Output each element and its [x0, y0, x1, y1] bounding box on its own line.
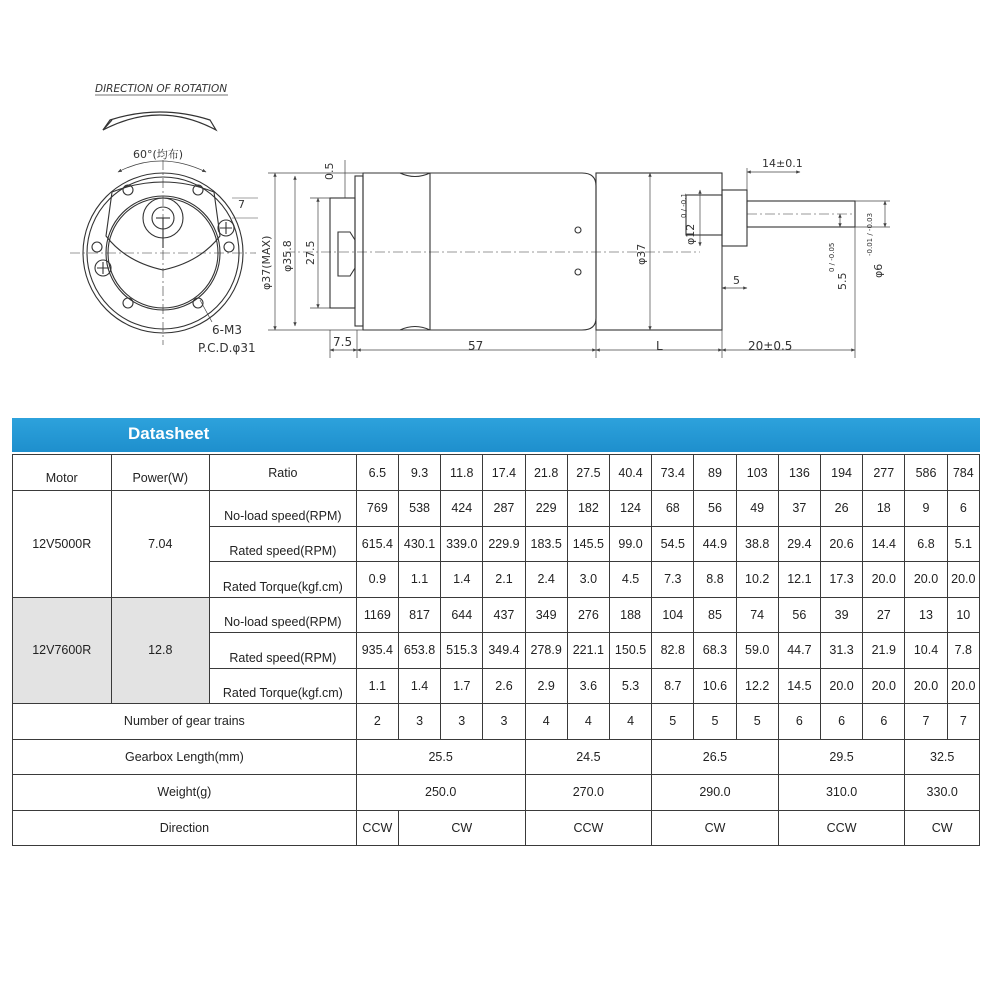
value-cell: 424 — [441, 491, 483, 527]
value-cell: 276 — [567, 597, 609, 633]
row-label-rated: Rated speed(RPM) — [210, 633, 357, 669]
gearbox-length-cell: 26.5 — [652, 739, 779, 775]
gearbox-length-cell: 29.5 — [778, 739, 905, 775]
value-cell: 20.0 — [863, 668, 905, 704]
dim-37: φ37 — [635, 243, 648, 265]
value-cell: 68 — [652, 491, 694, 527]
value-cell: 935.4 — [356, 633, 398, 669]
weight-cell: 250.0 — [356, 775, 525, 811]
datasheet-table — [12, 454, 980, 846]
gear-trains-cell: 6 — [778, 704, 820, 740]
value-cell: 21.9 — [863, 633, 905, 669]
value-cell: 430.1 — [398, 526, 440, 562]
value-cell: 0.9 — [356, 562, 398, 598]
pcd-label: P.C.D.φ31 — [198, 341, 256, 355]
dim-35-8: φ35.8 — [281, 240, 294, 272]
value-cell: 20.0 — [947, 668, 979, 704]
gear-trains-cell: 5 — [694, 704, 736, 740]
value-cell: 2.4 — [525, 562, 567, 598]
value-cell: 229 — [525, 491, 567, 527]
value-cell: 769 — [356, 491, 398, 527]
table-header-row — [13, 455, 980, 491]
value-cell: 39 — [820, 597, 862, 633]
value-cell: 10.4 — [905, 633, 947, 669]
gearbox-length-cell: 32.5 — [905, 739, 980, 775]
gear-trains-cell: 4 — [609, 704, 651, 740]
value-cell: 68.3 — [694, 633, 736, 669]
value-cell: 5.1 — [947, 526, 979, 562]
value-cell: 3.0 — [567, 562, 609, 598]
value-cell: 1.1 — [398, 562, 440, 598]
gear-trains-cell: 6 — [863, 704, 905, 740]
value-cell: 18 — [863, 491, 905, 527]
value-cell: 20.0 — [947, 562, 979, 598]
value-cell: 2.6 — [483, 668, 525, 704]
ratio-cell: 21.8 — [525, 455, 567, 491]
direction-cell: CCW — [356, 810, 398, 846]
value-cell: 145.5 — [567, 526, 609, 562]
value-cell: 2.9 — [525, 668, 567, 704]
dim-L: L — [656, 339, 663, 353]
direction-cell: CCW — [778, 810, 905, 846]
gear-trains-row — [13, 704, 980, 740]
value-cell: 644 — [441, 597, 483, 633]
gear-trains-cell: 5 — [736, 704, 778, 740]
value-cell: 38.8 — [736, 526, 778, 562]
gear-trains-cell: 2 — [356, 704, 398, 740]
value-cell: 37 — [778, 491, 820, 527]
value-cell: 29.4 — [778, 526, 820, 562]
value-cell: 26 — [820, 491, 862, 527]
gear-trains-cell: 4 — [567, 704, 609, 740]
value-cell: 1.7 — [441, 668, 483, 704]
ratio-cell: 73.4 — [652, 455, 694, 491]
value-cell: 10.6 — [694, 668, 736, 704]
ratio-cell: 103 — [736, 455, 778, 491]
value-cell: 20.0 — [863, 562, 905, 598]
value-cell: 1.1 — [356, 668, 398, 704]
value-cell: 56 — [778, 597, 820, 633]
angle-label: 60°(均布) — [133, 148, 184, 161]
weight-label: Weight(g) — [13, 775, 357, 811]
motor-row — [13, 597, 980, 633]
front-view — [70, 160, 256, 345]
value-cell: 13 — [905, 597, 947, 633]
value-cell: 182 — [567, 491, 609, 527]
value-cell: 12.2 — [736, 668, 778, 704]
gear-trains-cell: 3 — [441, 704, 483, 740]
dim-6-tol: -0.01 / -0.03 — [866, 212, 874, 256]
value-cell: 56 — [694, 491, 736, 527]
ratio-cell: 11.8 — [441, 455, 483, 491]
value-cell: 6 — [947, 491, 979, 527]
ratio-cell: 784 — [947, 455, 979, 491]
direction-cell: CCW — [525, 810, 652, 846]
value-cell: 437 — [483, 597, 525, 633]
row-label-noload: No-load speed(RPM) — [210, 597, 357, 633]
value-cell: 44.9 — [694, 526, 736, 562]
value-cell: 1.4 — [398, 668, 440, 704]
dim-5-5: 5.5 — [836, 272, 849, 290]
value-cell: 6.8 — [905, 526, 947, 562]
ratio-cell: 6.5 — [356, 455, 398, 491]
value-cell: 4.5 — [609, 562, 651, 598]
direction-row — [13, 810, 980, 846]
ratio-cell: 194 — [820, 455, 862, 491]
dim-5-5-tol: 0 / -0.05 — [828, 242, 836, 272]
dim-0-5: 0.5 — [323, 162, 336, 180]
gear-trains-cell: 7 — [905, 704, 947, 740]
value-cell: 14.4 — [863, 526, 905, 562]
ratio-cell: 586 — [905, 455, 947, 491]
value-cell: 183.5 — [525, 526, 567, 562]
value-cell: 124 — [609, 491, 651, 527]
direction-cell: CW — [905, 810, 980, 846]
dim-5: 5 — [733, 274, 740, 287]
value-cell: 17.3 — [820, 562, 862, 598]
motor-name: 12V7600R — [13, 597, 112, 704]
value-cell: 349 — [525, 597, 567, 633]
value-cell: 10.2 — [736, 562, 778, 598]
gearbox-length-cell: 25.5 — [356, 739, 525, 775]
value-cell: 339.0 — [441, 526, 483, 562]
ratio-cell: 136 — [778, 455, 820, 491]
value-cell: 49 — [736, 491, 778, 527]
ratio-cell: 277 — [863, 455, 905, 491]
header-motor: Motor — [13, 455, 112, 491]
value-cell: 99.0 — [609, 526, 651, 562]
value-cell: 104 — [652, 597, 694, 633]
value-cell: 54.5 — [652, 526, 694, 562]
value-cell: 85 — [694, 597, 736, 633]
gear-trains-cell: 5 — [652, 704, 694, 740]
value-cell: 653.8 — [398, 633, 440, 669]
value-cell: 2.1 — [483, 562, 525, 598]
dim-14: 14±0.1 — [762, 157, 803, 170]
value-cell: 515.3 — [441, 633, 483, 669]
value-cell: 10 — [947, 597, 979, 633]
header-ratio: Ratio — [210, 455, 357, 491]
row-label-torque: Rated Torque(kgf.cm) — [210, 562, 357, 598]
gearbox-length-cell: 24.5 — [525, 739, 652, 775]
value-cell: 1169 — [356, 597, 398, 633]
gear-trains-cell: 7 — [947, 704, 979, 740]
value-cell: 221.1 — [567, 633, 609, 669]
value-cell: 3.6 — [567, 668, 609, 704]
value-cell: 1.4 — [441, 562, 483, 598]
value-cell: 12.1 — [778, 562, 820, 598]
value-cell: 7.8 — [947, 633, 979, 669]
value-cell: 20.0 — [905, 668, 947, 704]
gear-trains-cell: 3 — [483, 704, 525, 740]
value-cell: 20.6 — [820, 526, 862, 562]
value-cell: 8.7 — [652, 668, 694, 704]
ratio-cell: 40.4 — [609, 455, 651, 491]
value-cell: 14.5 — [778, 668, 820, 704]
value-cell: 5.3 — [609, 668, 651, 704]
value-cell: 31.3 — [820, 633, 862, 669]
header-power: Power(W) — [111, 455, 210, 491]
weight-cell: 310.0 — [778, 775, 905, 811]
value-cell: 8.8 — [694, 562, 736, 598]
weight-cell: 290.0 — [652, 775, 779, 811]
ratio-cell: 17.4 — [483, 455, 525, 491]
gear-trains-cell: 3 — [398, 704, 440, 740]
motor-row — [13, 491, 980, 527]
value-cell: 287 — [483, 491, 525, 527]
value-cell: 278.9 — [525, 633, 567, 669]
side-view — [285, 173, 855, 330]
ratio-cell: 27.5 — [567, 455, 609, 491]
value-cell: 74 — [736, 597, 778, 633]
gearbox-length-label: Gearbox Length(mm) — [13, 739, 357, 775]
dim-12-tol: 0 / -0.1 — [680, 193, 688, 218]
value-cell: 20.0 — [905, 562, 947, 598]
dim-27-5: 27.5 — [304, 240, 317, 265]
weight-cell: 330.0 — [905, 775, 980, 811]
dim-37-max: φ37(MAX) — [260, 235, 273, 290]
row-label-torque: Rated Torque(kgf.cm) — [210, 668, 357, 704]
value-cell: 82.8 — [652, 633, 694, 669]
value-cell: 615.4 — [356, 526, 398, 562]
technical-drawing — [0, 0, 1000, 400]
value-cell: 150.5 — [609, 633, 651, 669]
direction-label: Direction — [13, 810, 357, 846]
value-cell: 59.0 — [736, 633, 778, 669]
motor-name: 12V5000R — [13, 491, 112, 598]
gear-trains-cell: 4 — [525, 704, 567, 740]
datasheet-banner — [12, 418, 980, 452]
row-label-rated: Rated speed(RPM) — [210, 526, 357, 562]
value-cell: 7.3 — [652, 562, 694, 598]
value-cell: 44.7 — [778, 633, 820, 669]
gear-trains-cell: 6 — [820, 704, 862, 740]
ratio-cell: 9.3 — [398, 455, 440, 491]
value-cell: 229.9 — [483, 526, 525, 562]
value-cell: 20.0 — [820, 668, 862, 704]
direction-cell: CW — [398, 810, 525, 846]
value-cell: 27 — [863, 597, 905, 633]
dim-12: φ12 — [684, 223, 697, 245]
row-label-noload: No-load speed(RPM) — [210, 491, 357, 527]
weight-cell: 270.0 — [525, 775, 652, 811]
dim-20: 20±0.5 — [748, 339, 793, 353]
value-cell: 817 — [398, 597, 440, 633]
motor-power: 12.8 — [111, 597, 210, 704]
datasheet-title: Datasheet — [128, 424, 210, 443]
dim-57: 57 — [468, 339, 484, 353]
value-cell: 9 — [905, 491, 947, 527]
weight-row — [13, 775, 980, 811]
gear-trains-label: Number of gear trains — [13, 704, 357, 740]
dim-7-5: 7.5 — [333, 335, 353, 349]
ratio-cell: 89 — [694, 455, 736, 491]
value-cell: 188 — [609, 597, 651, 633]
direction-cell: CW — [652, 810, 779, 846]
rotation-label: DIRECTION OF ROTATION — [95, 83, 228, 95]
dim-6: φ6 — [872, 263, 885, 278]
value-cell: 538 — [398, 491, 440, 527]
mount-holes-label: 6-M3 — [212, 323, 242, 337]
gearbox-length-row — [13, 739, 980, 775]
rotation-arrow — [103, 112, 216, 130]
value-cell: 349.4 — [483, 633, 525, 669]
motor-power: 7.04 — [111, 491, 210, 598]
front-dim-7: 7 — [238, 198, 245, 211]
